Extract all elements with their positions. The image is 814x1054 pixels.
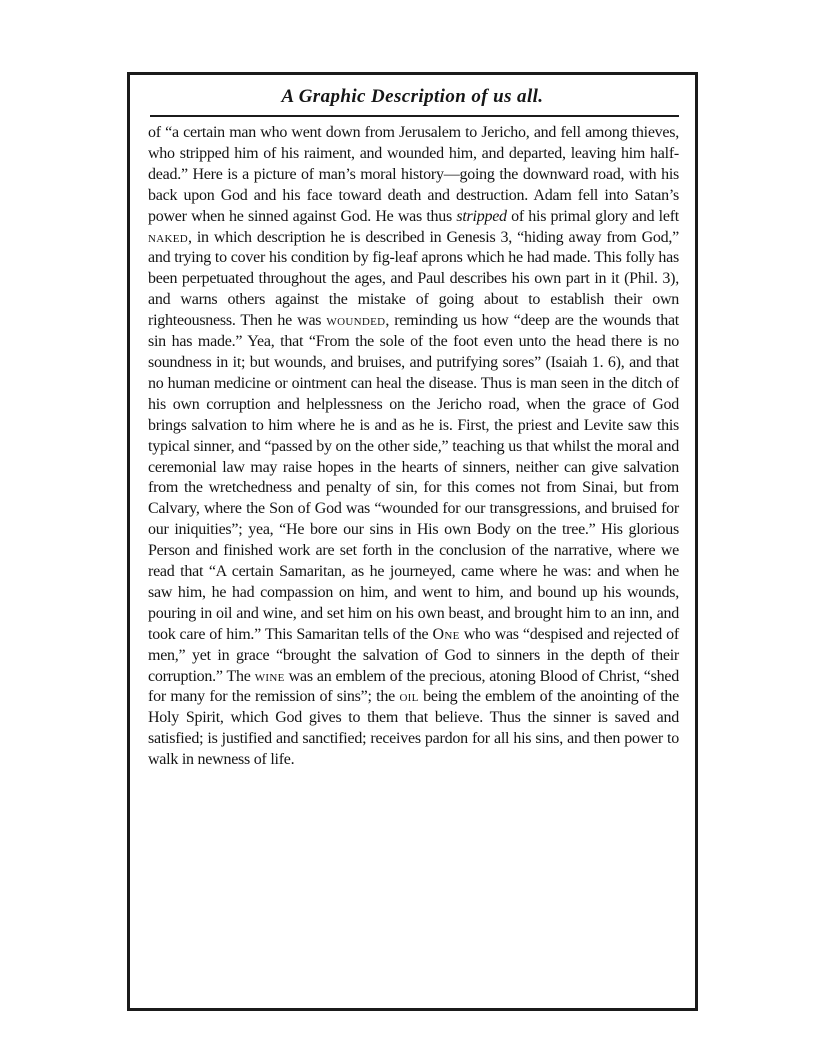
text-segment: stripped [456, 207, 507, 225]
text-segment: of “a certain man who went down from Jerusalem to Jericho, and fell among thieves, who stripped him of his raiment, and wounded him, and departed, leaving him half-dead.” Here is a picture of man’s moral history—going the downward road, with his back upon God and his face toward death and destruction. Adam fell into Satan’s power when he sinned against God. He was thus [148, 124, 679, 225]
text-segment: naked [148, 228, 188, 246]
text-segment: One [432, 625, 460, 643]
header-rule [150, 115, 679, 117]
text-segment: who was “despised and rejected of men,” yet in grace “brought the salvation of God to sinners in the depth of their corruption.” The [148, 625, 679, 685]
text-segment: was an emblem of the precious, atoning Blood of Christ, “shed for many for the remission of sins”; the [148, 667, 679, 706]
text-segment: oil [399, 688, 419, 706]
page-title: A Graphic Description of us all. [281, 86, 544, 107]
text-segment: wine [254, 667, 285, 685]
body-paragraph [148, 123, 679, 771]
text-segment: wounded [326, 312, 386, 330]
text-segment: of his primal glory and left [506, 207, 679, 225]
text-segment: , in which description he is described in Genesis 3, “hiding away from God,” and trying to cover his condition by fig-leaf aprons which he had made. This folly has been perpetuated throughout the ages, and Paul describes his own part in it (Phil. 3), and warns others against the mistake of going about to establish their own righteousness. Then he was [148, 228, 679, 330]
page-frame [127, 72, 698, 1011]
text-segment: being the emblem of the anointing of the Holy Spirit, which God gives to them that believe. Thus the sinner is saved and satisfied; is justified and sanctified; receives pardon for all his sins, and then power to walk in newness of life. [148, 688, 679, 769]
text-segment: , reminding us how “deep are the wounds that sin has made.” Yea, that “From the sole of the foot even unto the head there is no soundness in it; but wounds, and bruises, and putrifying sores” (Isaiah 1. 6), and that no human medicine or ointment can heal the disease. Thus is man seen in the ditch of his own corruption and helplessness on the Jericho road, when the grace of God brings salvation to him where he is and as he is. First, the priest and Levite saw this typical sinner, and “passed by on the other side,” teaching us that whilst the moral and ceremonial law may raise hopes in the hearts of sinners, neither can give salvation from the wretchedness and penalty of sin, for this comes not from Sinai, but from Calvary, where the Son of God was “wounded for our transgressions, and bruised for our iniquities”; yea, “He bore our sins in His own Body on the tree.” His glorious Person and finished work are set forth in the conclusion of the narrative, where we read that “A certain Samaritan, as he journeyed, came where he was: and when he saw him, he had compassion on him, and went to him, and bound up his wounds, pouring in oil and wine, and set him on his own beast, and brought him to an inn, and took care of him.” This Samaritan tells of the [148, 312, 679, 643]
